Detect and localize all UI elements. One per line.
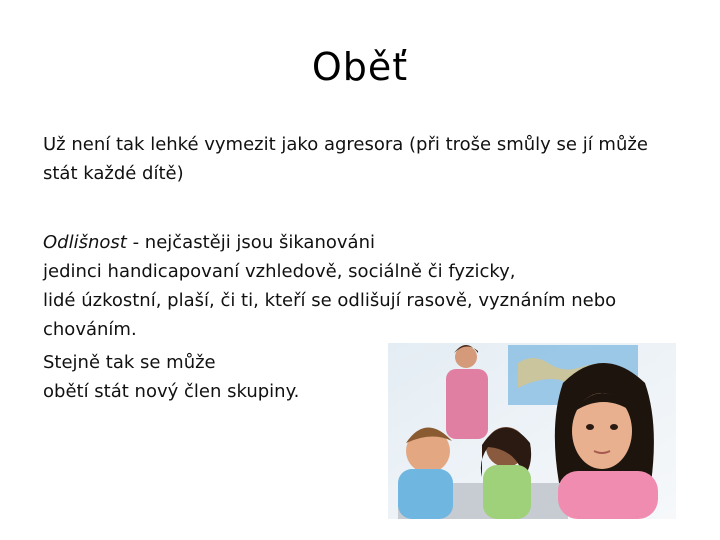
classroom-children-photo — [388, 343, 676, 519]
difference-term: Odlišnost — [43, 232, 127, 253]
difference-line-1 — [43, 228, 673, 257]
paragraph-aggressor: Už není tak lehké vymezit jako agresora (při troše smůly se jí může stát každé dítě) — [43, 134, 648, 184]
difference-line-3: lidé úzkostní, plaší, či ti, kteří se odlišují rasově, vyznáním nebo chováním. — [43, 290, 617, 340]
difference-line-2: jedinci handicapovaní vzhledově, sociálně či fyzicky, — [43, 261, 516, 282]
paragraph-difference — [43, 228, 673, 344]
new-member-line-1: Stejně tak se může — [43, 352, 216, 373]
new-member-line-2: obětí stát nový člen skupiny. — [43, 381, 300, 402]
difference-line-1-rest: - nejčastěji jsou šikanováni — [126, 232, 375, 253]
slide-title: Oběť — [311, 45, 409, 89]
classroom-photo-illustration — [388, 343, 676, 519]
paragraph-new-member — [43, 348, 363, 406]
